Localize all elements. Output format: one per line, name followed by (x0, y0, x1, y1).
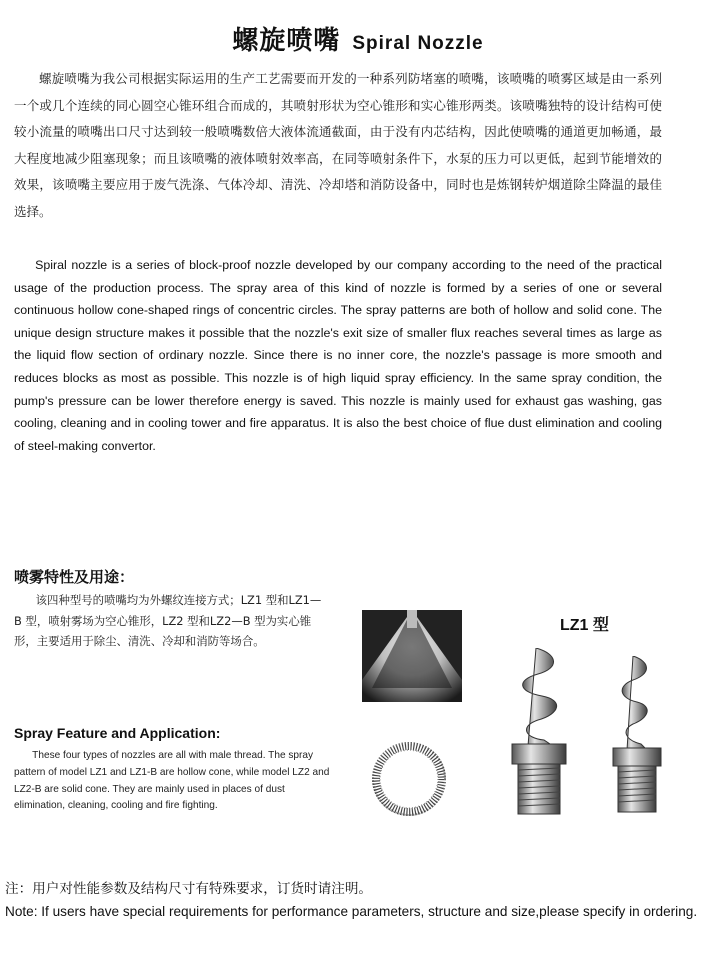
note-cn: 注：用户对性能参数及结构尺寸有特殊要求，订货时请注明。 (5, 881, 373, 897)
spiral-nozzle-photo (498, 648, 580, 818)
spray-ring-pattern (368, 738, 450, 820)
page-title (0, 20, 716, 57)
title-cn: 螺旋喷嘴 (232, 26, 341, 56)
features-text-cn: 该四种型号的喷嘴均为外螺纹连接方式；LZ1 型和LZ1—B 型，喷射雾场为空心锥形，LZ2 型和LZ2—B 型为实心锥形，主要适用于除尘、清洗、冷却和消防等场合。 (14, 593, 322, 648)
features-heading-en: Spray Feature and Application: (14, 725, 221, 741)
intro-paragraph-cn: 螺旋喷嘴为我公司根据实际运用的生产工艺需要而开发的一种系列防堵塞的喷嘴，该喷嘴的喷雾区域是由一系列一个或几个连续的同心圆空心锥环组合而成的，其喷射形状为空心锥形和实心锥形两类。该喷嘴独特的设计结构可使较小流量的喷嘴出口尺寸达到较一般喷嘴数倍大液体流通截面，由于没有内芯结构，因此使喷嘴的通道更加畅通，最大程度地减少阻塞现象；而且该喷嘴的液体喷射效率高，在同等喷射条件下，水泵的压力可以更低，起到节能增效的效果，该喷嘴主要应用于废气洗涤、气体冷却、清洗、冷却塔和消防设备中，同时也是炼钢转炉烟道除尘降温的最佳选择。 (14, 71, 662, 219)
spiral-nozzle-small-photo (603, 656, 671, 816)
note-en: Note: If users have special requirements for performance parameters, structure and size,please specify in ordering. (5, 904, 698, 919)
features-heading-cn: 喷雾特性及用途： (14, 568, 135, 586)
intro-paragraph-en: Spiral nozzle is a series of block-proof nozzle developed by our company according to the need of the practical usage of the production process. The spray area of this kind of nozzle is formed by a series of one or several continuous hollow cone-shaped rings of concentric circles. The spray patterns are both of hollow and solid cone. The unique design structure makes it possible that the nozzle's exit size of smaller flux reaches several times as large as the liquid flow section of ordinary nozzle. Since there is no inner core, the nozzle's passage is more smooth and reduces blocks as most as possible. This nozzle is of high liquid spray efficiency. In the same spray condition, the pump's pressure can be lower therefore energy is saved. This nozzle is mainly used for exhaust gas washing, gas cooling, cleaning and in cooling tower and fire apparatus. It is also the best choice of flue dust elimination and cooling of steel-making convertor. (14, 258, 662, 453)
spray-cone-photo (362, 610, 462, 702)
title-en: Spiral Nozzle (352, 33, 484, 54)
model-label: LZ1 型 (560, 617, 609, 634)
features-text-en: These four types of nozzles are all with male thread. The spray pattern of model LZ1 and LZ1-B are hollow cone, while model LZ2 and LZ2-B are solid cone. They are mainly used in places of dust elimination, cleaning, cooling and fire fighting. (14, 750, 330, 812)
